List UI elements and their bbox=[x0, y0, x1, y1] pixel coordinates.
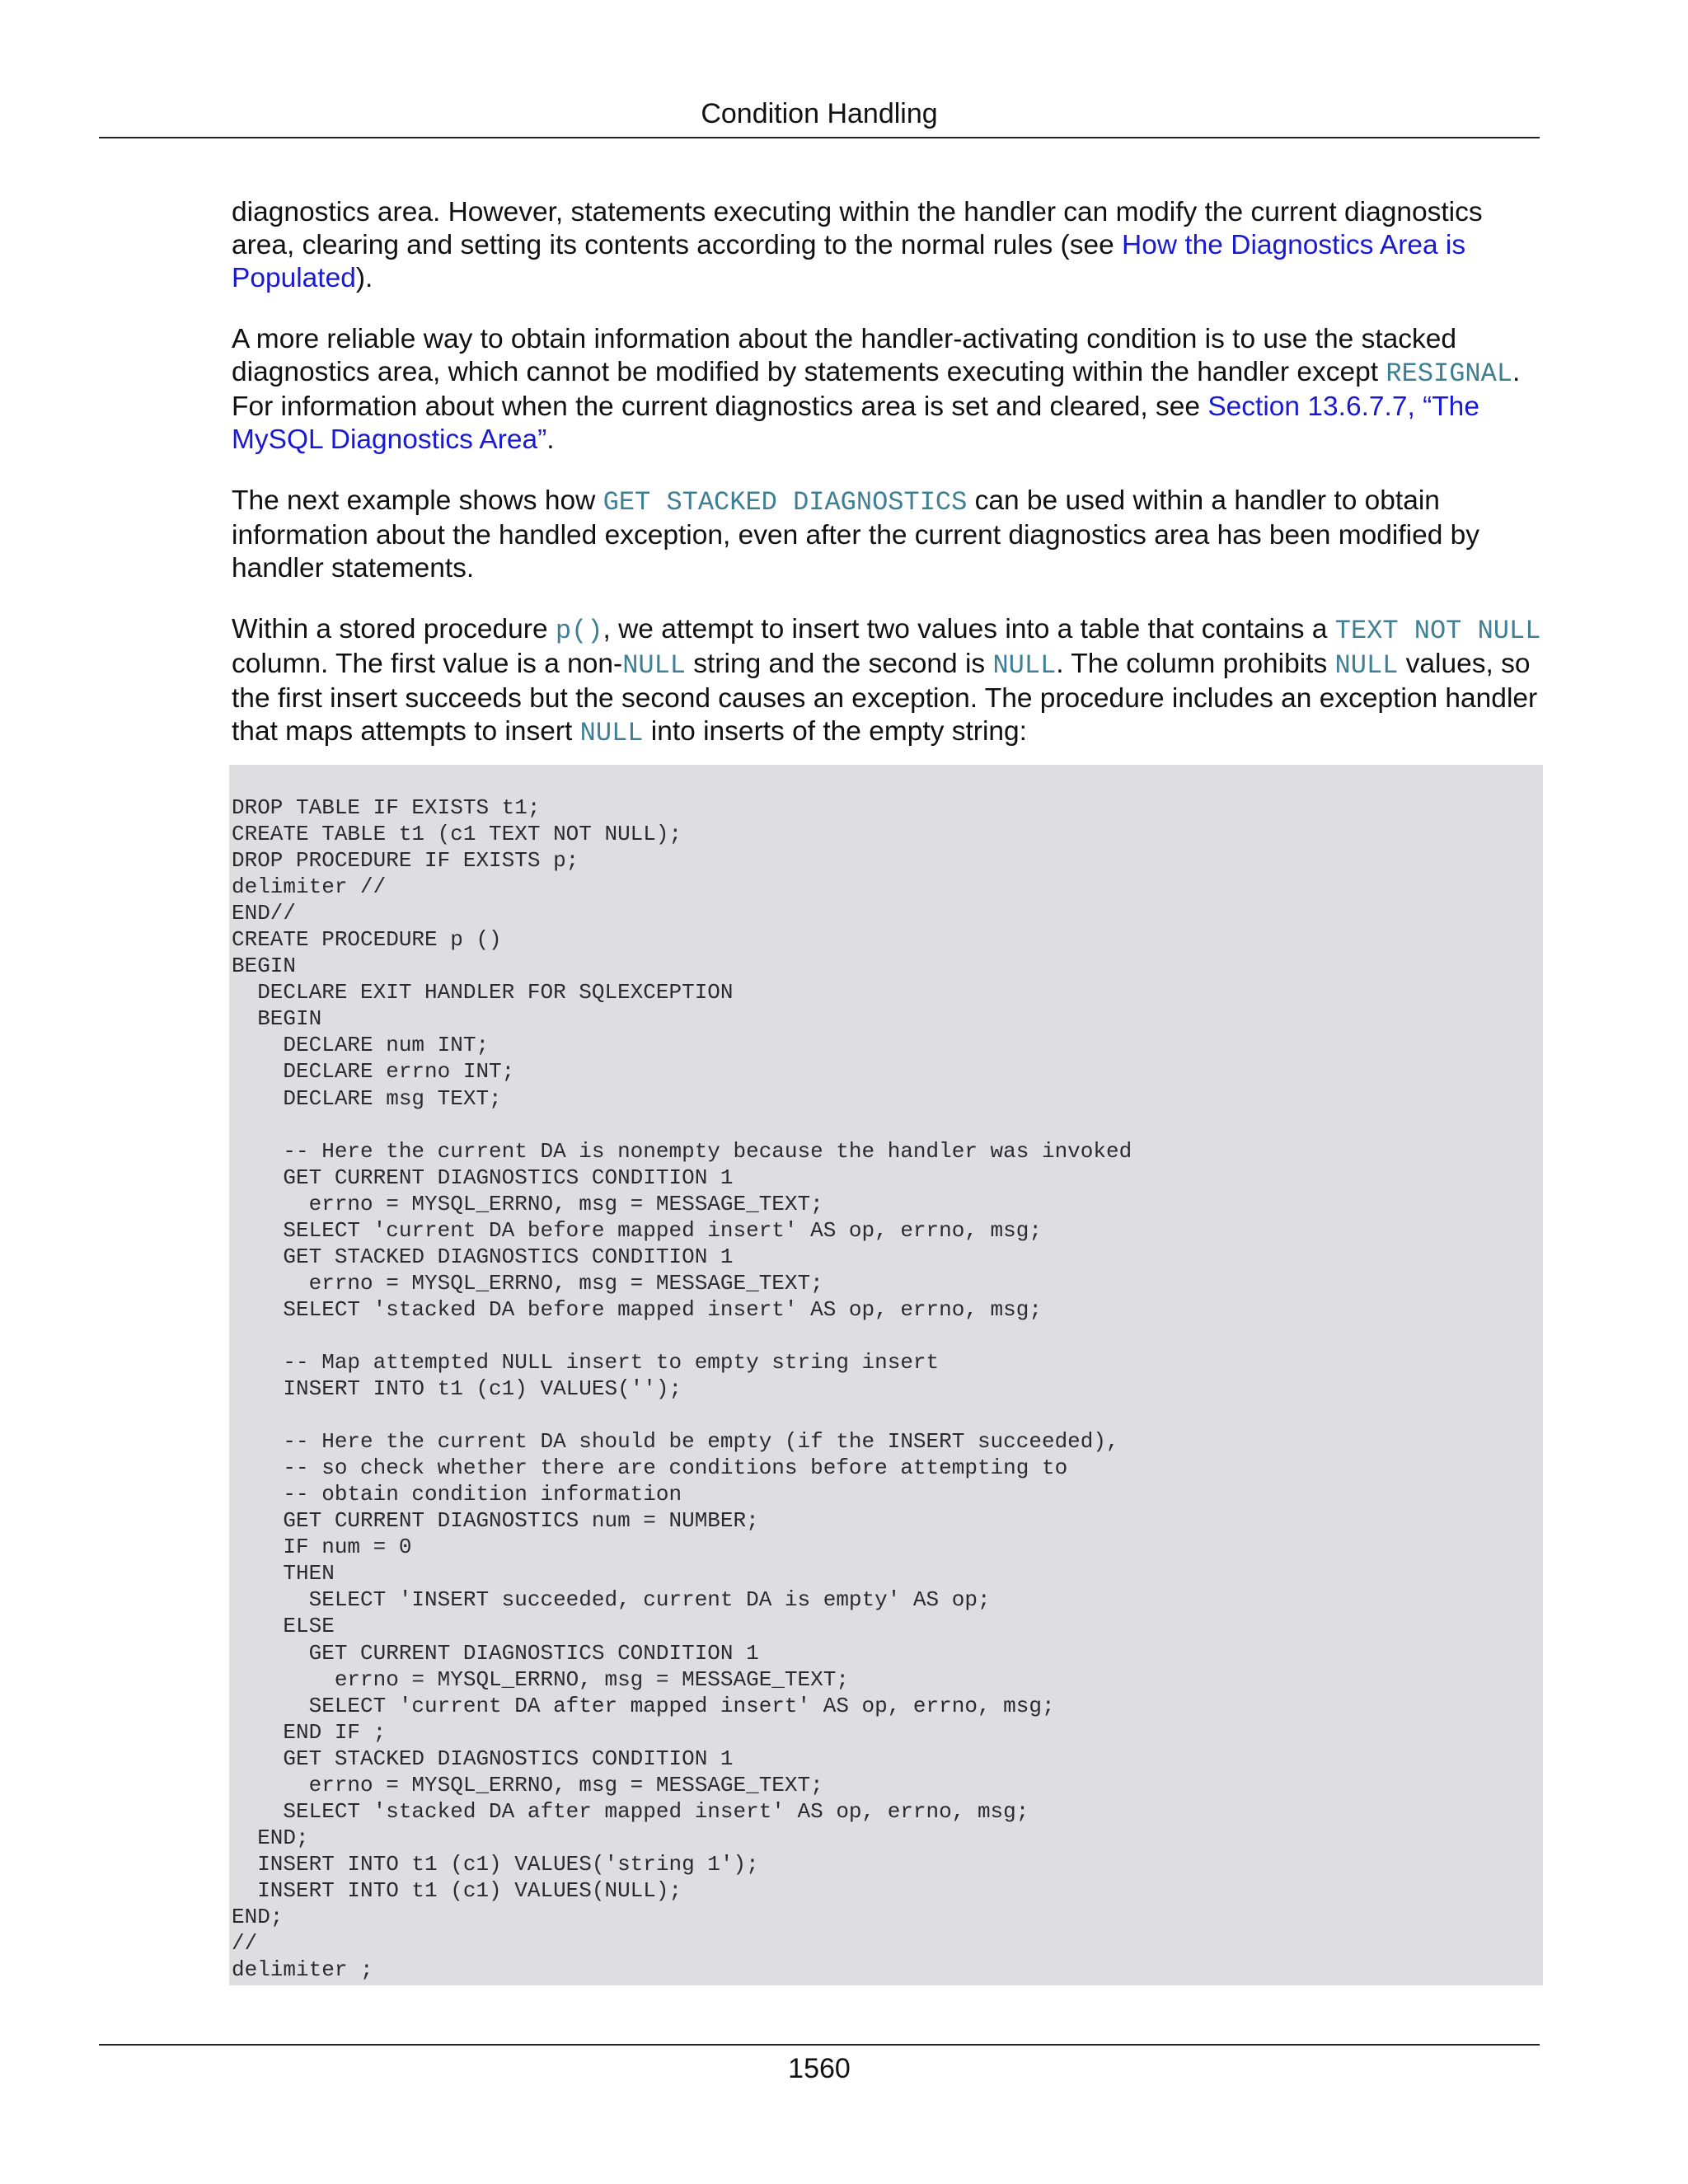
inline-code-text-not-null: TEXT NOT NULL bbox=[1334, 616, 1541, 646]
inline-code-null: NULL bbox=[622, 650, 686, 681]
page-header-title: Condition Handling bbox=[701, 98, 938, 129]
paragraph-3 bbox=[232, 485, 1542, 585]
inline-code-null: NULL bbox=[579, 718, 644, 748]
inline-code-null: NULL bbox=[1334, 650, 1399, 681]
paragraph-2 bbox=[232, 323, 1542, 457]
link-mysql-diagnostics-area[interactable]: Section 13.6.7.7, “The MySQL Diagnostics Area” bbox=[232, 391, 1479, 455]
paragraph-text: into inserts of the empty string: bbox=[643, 716, 1027, 747]
paragraph-1 bbox=[232, 196, 1542, 295]
code-block bbox=[229, 765, 1543, 1985]
page-number: 1560 bbox=[788, 2053, 851, 2084]
paragraph-text: A more reliable way to obtain information about the handler-activating condition is to use the stacked diagnostics area, which cannot be modified by statements executing within the handler except bbox=[232, 324, 1457, 387]
paragraph-text: . For information about when the current diagnostics area is set and cleared, see bbox=[232, 357, 1521, 422]
paragraph-text: The next example shows how bbox=[232, 485, 603, 516]
inline-code-resignal: RESIGNAL bbox=[1386, 359, 1513, 389]
link-diagnostics-area-populated[interactable]: How the Diagnostics Area is Populated bbox=[232, 230, 1466, 293]
inline-code-null: NULL bbox=[992, 650, 1057, 681]
page-content bbox=[232, 196, 1542, 778]
paragraph-4 bbox=[232, 613, 1542, 750]
inline-code-p: p() bbox=[555, 616, 603, 646]
paragraph-text: , we attempt to insert two values into a table that contains a bbox=[603, 614, 1335, 644]
paragraph-text: diagnostics area. However, statements executing within the handler can modify the current diagnostics area, clearing and setting its contents according to the normal rules (see bbox=[232, 197, 1483, 260]
paragraph-text: string and the second is bbox=[686, 649, 993, 679]
paragraph-text: can be used within a handler to obtain information about the handled exception, even after the current diagnostics area has been modified by handler statements. bbox=[232, 485, 1480, 583]
inline-code-get-stacked-diagnostics: GET STACKED DIAGNOSTICS bbox=[603, 487, 968, 518]
paragraph-text: . bbox=[546, 424, 555, 455]
paragraph-text: Within a stored procedure bbox=[232, 614, 556, 644]
page-header bbox=[99, 91, 1540, 138]
paragraph-text: . The column prohibits bbox=[1056, 649, 1335, 679]
code-listing: DROP TABLE IF EXISTS t1; CREATE TABLE t1 (c1 TEXT NOT NULL); DROP PROCEDURE IF EXISTS p; delimiter // END// CREATE PROCEDURE p () BEGIN DECLARE EXIT HANDLER FOR SQLEXCEPTION BEGIN DECLARE num INT; DECLARE errno INT; DECLARE msg TEXT; -- Here the current DA is nonempty because the handler was invoked GET CURRENT DIAGNOSTICS CONDITION 1 errno = MYSQL_ERRNO, msg = MESSAGE_TEXT; SELECT 'current DA before mapped insert' AS op, errno, msg; GET STACKED DIAGNOSTICS CONDITION 1 errno = MYSQL_ERRNO, msg = MESSAGE_TEXT; SELECT 'stacked DA before mapped insert' AS op, errno, msg; -- Map attempted NULL insert to empty string insert INSERT INTO t1 (c1) VALUES(''); -- Here the current DA should be empty (if the INSERT succeeded), -- so check whether there are conditions before attempting to -- obtain condition information GET CURRENT DIAGNOSTICS num = NUMBER; IF num = 0 THEN SELECT 'INSERT succeeded, current DA is empty' AS op; ELSE GET CURRENT DIAGNOSTICS CONDITION 1 errno = MYSQL_ERRNO, msg = MESSAGE_TEXT; SELECT 'current DA after mapped insert' AS op, errno, msg; END IF ; GET STACKED DIAGNOSTICS CONDITION 1 errno = MYSQL_ERRNO, msg = MESSAGE_TEXT; SELECT 'stacked DA after mapped insert' AS op, errno, msg; END; INSERT INTO t1 (c1) VALUES('string 1'); INSERT INTO t1 (c1) VALUES(NULL); END; // delimiter ; bbox=[232, 795, 1132, 1983]
paragraph-text: values, so the first insert succeeds but the second causes an exception. The procedure includes an exception handler that maps attempts to insert bbox=[232, 649, 1538, 747]
paragraph-text: column. The first value is a non- bbox=[232, 649, 623, 679]
paragraph-text: ). bbox=[355, 263, 373, 293]
page-footer bbox=[99, 2044, 1540, 2092]
